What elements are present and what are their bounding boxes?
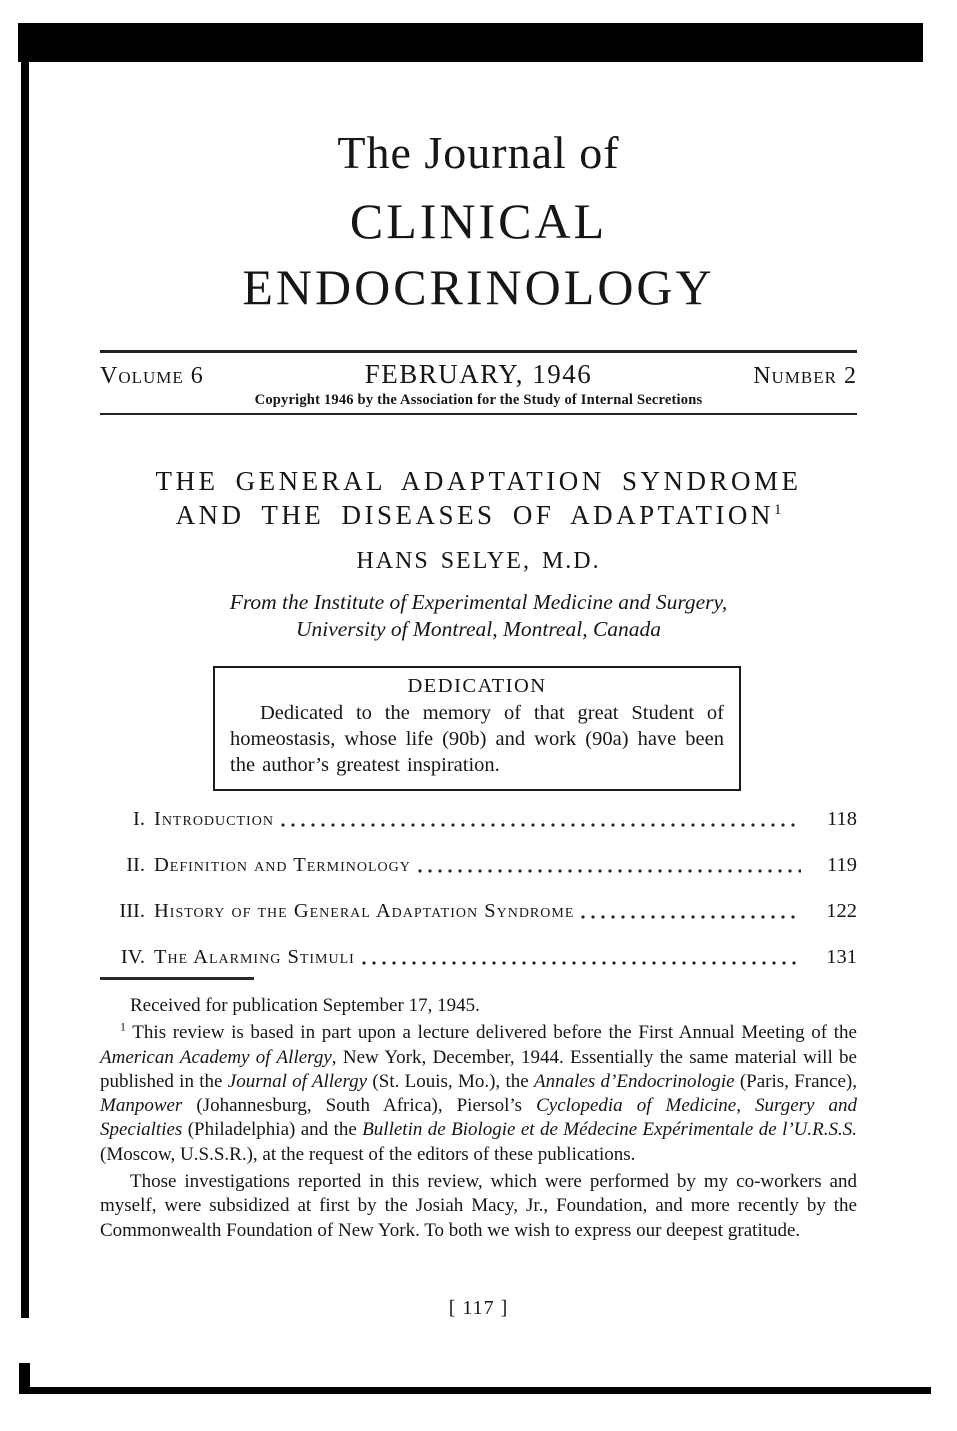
journal-masthead	[100, 118, 857, 320]
issue-bar-bottom-rule	[100, 413, 857, 415]
masthead-line-1: The Journal of	[337, 127, 620, 178]
author-byline: HANS SELYE, M.D.	[356, 548, 601, 574]
footnote-block	[100, 994, 857, 1246]
toc-page-number: 118	[827, 808, 857, 830]
toc-row-alarming-stimuli	[100, 944, 857, 970]
toc-numeral: I.	[133, 808, 145, 830]
toc-row-definition-and-terminology	[100, 852, 857, 878]
acknowledgment-text: Those investigations reported in this review, which were performed by my co-workers and myself, were subsidized at first by the Josiah Macy, Jr., Foundation, and more recently by the Commonwealth Foundation of New York. To both we wish to express our deepest gratitude.	[100, 1171, 857, 1241]
table-of-contents	[100, 806, 857, 990]
toc-leader-dots	[418, 869, 801, 873]
toc-row-introduction	[100, 806, 857, 832]
issue-bar	[100, 359, 857, 390]
scan-bottom-border-rule	[19, 1387, 931, 1394]
scan-bottom-left-mark	[19, 1363, 30, 1390]
toc-leader-dots	[581, 915, 801, 919]
toc-page-number: 122	[826, 900, 857, 922]
issue-bar-top-rule	[100, 350, 857, 353]
title-footnote-marker: 1	[773, 502, 782, 518]
article-title	[100, 464, 857, 532]
article-title-line-2: AND THE DISEASES OF ADAPTATION$^1$	[175, 500, 782, 530]
received-for-publication-line: Received for publication September 17, 1945.	[130, 995, 480, 1016]
toc-numeral: III.	[119, 900, 145, 922]
scan-top-black-bar	[18, 23, 923, 62]
toc-numeral: II.	[126, 854, 145, 876]
dedication-box	[213, 666, 741, 791]
toc-numeral: IV.	[120, 946, 145, 968]
dedication-heading: DEDICATION	[407, 675, 547, 697]
author-affiliation	[100, 589, 857, 643]
volume-label: Volume 6	[100, 363, 204, 389]
footnote-1-text: $^1$ This review is based in part upon a lecture delivered before the First Annual Meeting of the American Academy of Allergy, New York, December, 1944. Essentially the same material will be published in the Journal of Allergy (St. Louis, Mo.), the Annales d’Endocrinologie (Paris, France), Manpower (Johannesburg, South Africa), Piersol’s Cyclopedia of Medicine, Surgery and Specialties (Philadelphia) and the Bulletin de Biologie et de Médecine Expérimentale de l’U.R.S.S. (Moscow, U.S.S.R.), at the request of the editors of these publications.	[100, 1019, 858, 1165]
toc-page-number: 119	[827, 854, 857, 876]
toc-page-number: 131	[826, 946, 857, 968]
issue-date: FEBRUARY, 1946	[364, 359, 593, 389]
toc-leader-dots	[281, 823, 801, 827]
article-title-line-1: THE GENERAL ADAPTATION SYNDROME	[155, 466, 802, 496]
toc-row-history-of-gas	[100, 898, 857, 924]
toc-leader-dots	[362, 961, 801, 965]
number-label: Number 2	[753, 363, 857, 389]
toc-label: Introduction	[154, 808, 274, 830]
toc-label: The Alarming Stimuli	[154, 946, 355, 968]
toc-label: Definition and Terminology	[154, 854, 411, 876]
page-number-folio: [ 117 ]	[448, 1297, 509, 1319]
affiliation-line-2: University of Montreal, Montreal, Canada	[295, 617, 662, 641]
masthead-line-2: CLINICAL	[349, 193, 608, 249]
affiliation-line-1: From the Institute of Experimental Medicine and Surgery,	[229, 590, 728, 614]
toc-label: History of the General Adaptation Syndrome	[154, 900, 575, 922]
dedication-body: Dedicated to the memory of that great Student of homeostasis, whose life (90b) and work (90a) have been the author’s greatest inspiration.	[230, 702, 724, 776]
masthead-line-3: ENDOCRINOLOGY	[242, 259, 715, 315]
scan-left-border-rule	[21, 62, 29, 1318]
footnote-separator-rule	[100, 977, 254, 980]
copyright-line: Copyright 1946 by the Association for the Study of Internal Secretions	[254, 392, 703, 408]
